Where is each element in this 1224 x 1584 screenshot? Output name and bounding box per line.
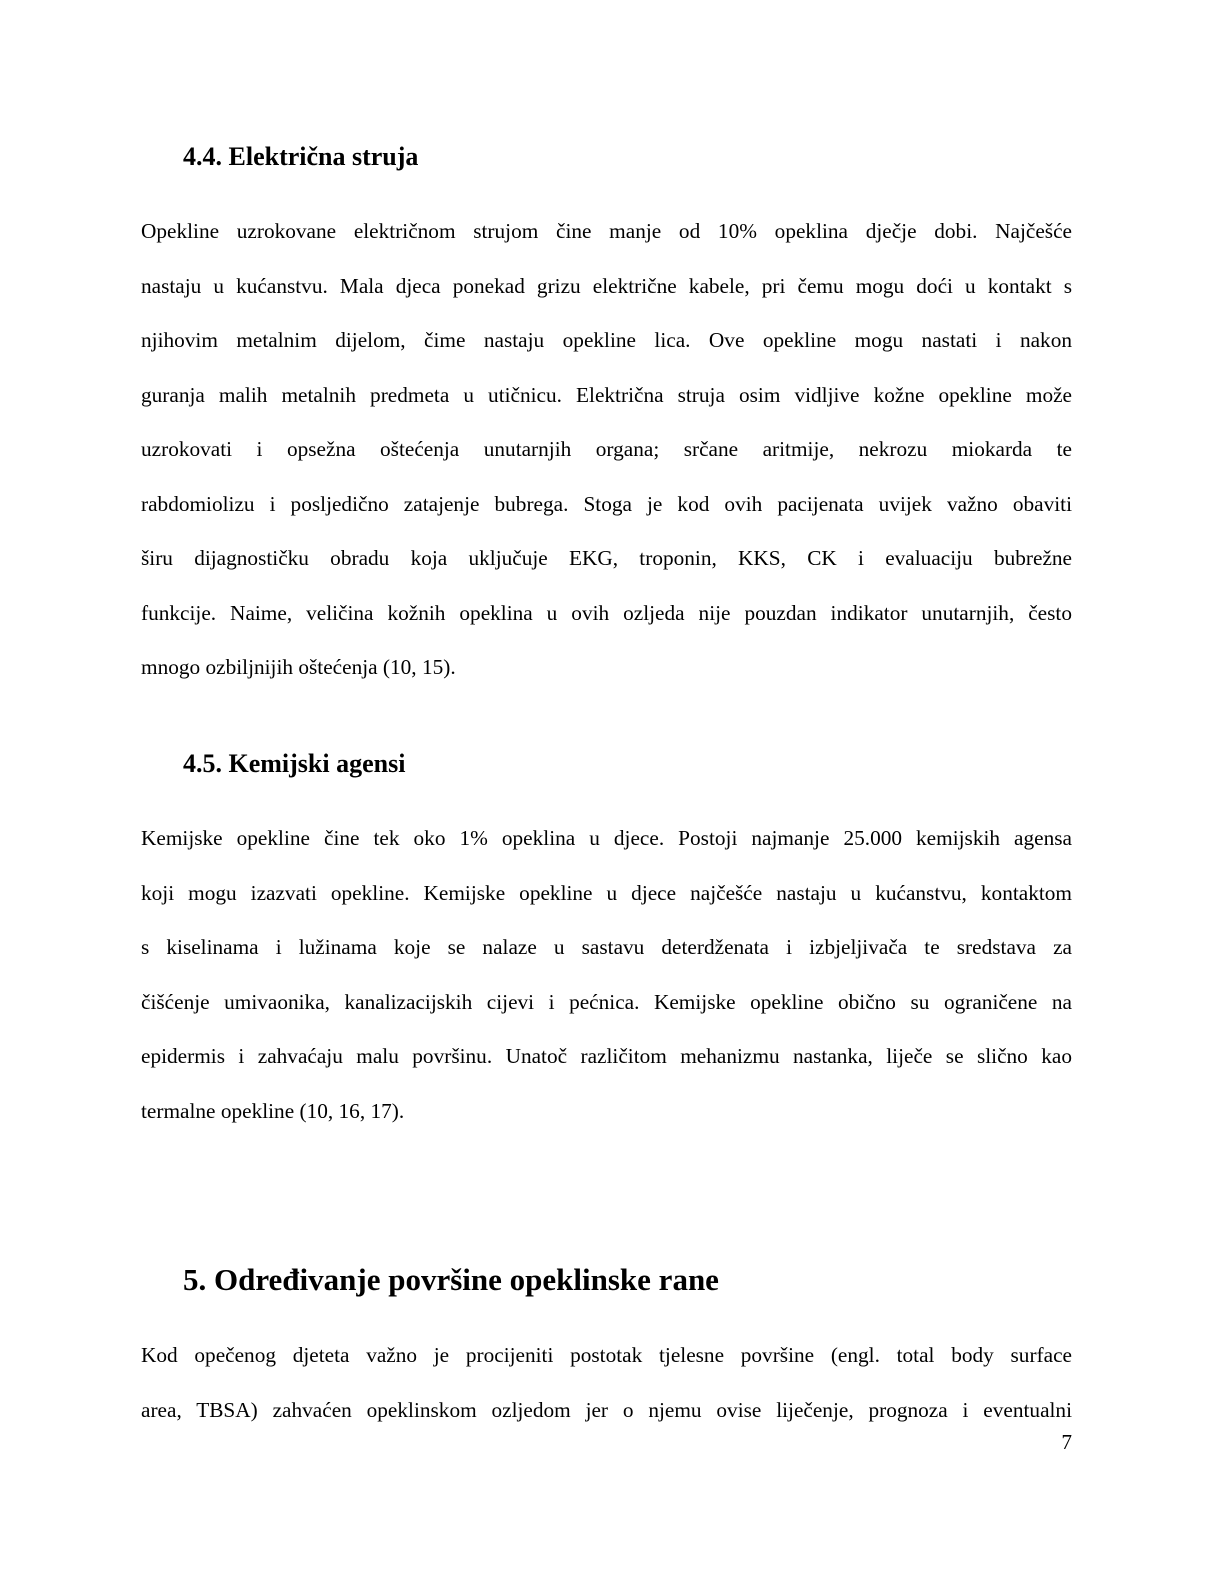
paragraph-line: uzrokovati i opsežna oštećenja unutarnjih organa; srčane aritmije, nekrozu miokarda te xyxy=(141,437,1072,461)
paragraph-electric-current xyxy=(141,204,1072,695)
paragraph-line: guranja malih metalnih predmeta u utičnicu. Električna struja osim vidljive kožne opekline može xyxy=(141,382,1072,407)
paragraph-burn-surface xyxy=(141,1328,1072,1437)
paragraph-line: čišćenje umivaonika, kanalizacijskih cijevi i pećnica. Kemijske opekline obično su ograničene na xyxy=(141,989,1072,1014)
paragraph-chemical-agents xyxy=(141,811,1072,1138)
paragraph-line: area, TBSA) zahvaćen opeklinskom ozljedom jer o njemu ovise liječenje, prognoza i eventualni xyxy=(141,1397,1072,1422)
paragraph-line: mnogo ozbiljnijih oštećenja (10, 15). xyxy=(141,655,456,679)
chapter-heading-5: 5. Određivanje površine opeklinske rane xyxy=(183,1262,719,1297)
paragraph-line: s kiselinama i lužinama koje se nalaze u sastavu deterdženata i izbjeljivača te sredstava za xyxy=(141,935,1072,959)
paragraph-line: Kod opečenog djeteta važno je procijeniti postotak tjelesne površine (engl. total body surface xyxy=(141,1343,1072,1367)
paragraph-line: nastaju u kućanstvu. Mala djeca ponekad grizu električne kabele, pri čemu mogu doći u kontakt s xyxy=(141,273,1072,298)
paragraph-line: širu dijagnostičku obradu koja uključuje EKG, troponin, KKS, CK i evaluaciju bubrežne xyxy=(141,546,1072,570)
section-heading-4-4: 4.4. Električna struja xyxy=(183,142,419,171)
paragraph-line: rabdomiolizu i posljedično zatajenje bubrega. Stoga je kod ovih pacijenata uvijek važno obaviti xyxy=(141,491,1072,516)
section-heading-4-5: 4.5. Kemijski agensi xyxy=(183,749,406,778)
paragraph-line: Kemijske opekline čine tek oko 1% opeklina u djece. Postoji najmanje 25.000 kemijskih agensa xyxy=(141,826,1072,850)
paragraph-line: Opekline uzrokovane električnom strujom čine manje od 10% opeklina dječje dobi. Najčešće xyxy=(141,219,1072,243)
page-number: 7 xyxy=(1061,1430,1072,1454)
paragraph-line: epidermis i zahvaćaju malu površinu. Unatoč različitom mehanizmu nastanka, liječe se slično kao xyxy=(141,1044,1072,1068)
paragraph-line: termalne opekline (10, 16, 17). xyxy=(141,1098,405,1123)
paragraph-line: koji mogu izazvati opekline. Kemijske opekline u djece najčešće nastaju u kućanstvu, kontaktom xyxy=(141,880,1072,905)
paragraph-line: njihovim metalnim dijelom, čime nastaju opekline lica. Ove opekline mogu nastati i nakon xyxy=(141,328,1072,352)
paragraph-line: funkcije. Naime, veličina kožnih opeklina u ovih ozljeda nije pouzdan indikator unutarnjih, često xyxy=(141,600,1072,625)
